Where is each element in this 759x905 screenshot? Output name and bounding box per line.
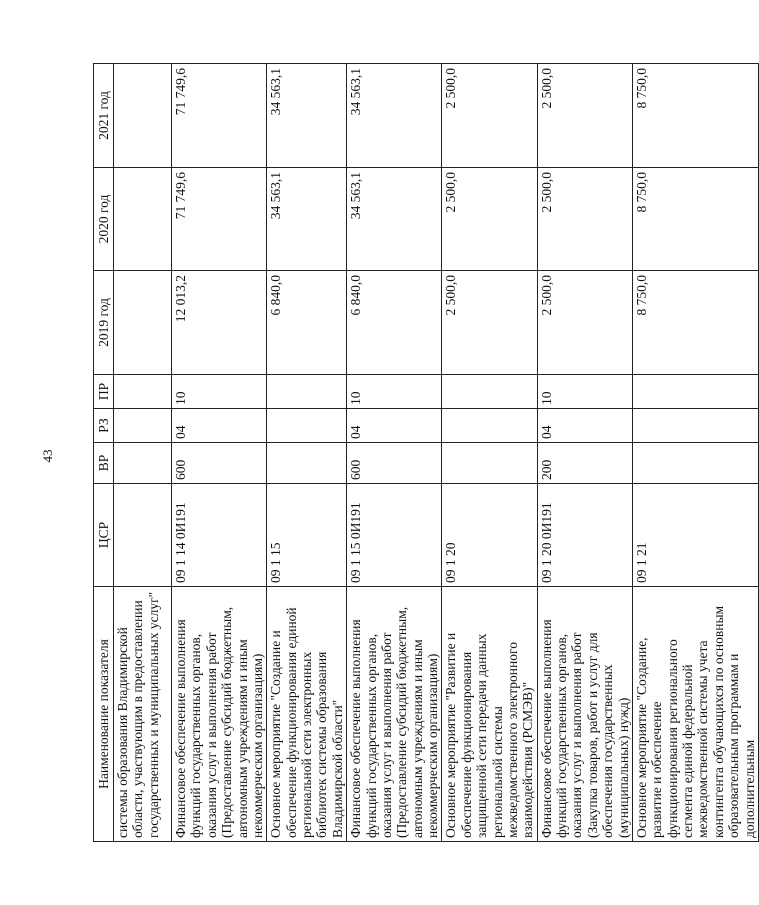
header-2019: 2019 год bbox=[94, 271, 114, 375]
cell-rz bbox=[632, 409, 758, 443]
cell-name: Основное мероприятие "Создание и обеспечение функционирования единой региональной сети электронных библиотек системы образования Владимирской области" bbox=[267, 587, 347, 842]
cell-csr: 09 1 20 bbox=[442, 484, 537, 587]
cell-2019: 6 840,0 bbox=[267, 271, 347, 375]
cell-2020 bbox=[114, 168, 172, 271]
cell-vr bbox=[632, 443, 758, 484]
cell-2020: 71 749,6 bbox=[172, 168, 267, 271]
cell-vr: 600 bbox=[172, 443, 267, 484]
cell-2021 bbox=[114, 64, 172, 168]
table-row bbox=[114, 64, 172, 842]
cell-pr bbox=[632, 375, 758, 409]
cell-csr: 09 1 15 bbox=[267, 484, 347, 587]
header-rz: РЗ bbox=[94, 409, 114, 443]
page-number: 43 bbox=[40, 449, 55, 463]
cell-2019: 2 500,0 bbox=[442, 271, 537, 375]
cell-2019 bbox=[114, 271, 172, 375]
table-row bbox=[537, 64, 632, 842]
cell-pr: 10 bbox=[172, 375, 267, 409]
cell-vr bbox=[114, 443, 172, 484]
header-pr: ПР bbox=[94, 375, 114, 409]
cell-vr bbox=[267, 443, 347, 484]
cell-pr bbox=[267, 375, 347, 409]
cell-name: Основное мероприятие "Развитие и обеспечение функционирования защищенной сети передачи данных региональной системы межведомственного электронного взаимодействия (РСМЭВ)" bbox=[442, 587, 537, 842]
cell-2021: 34 563,1 bbox=[347, 64, 442, 168]
cell-pr bbox=[114, 375, 172, 409]
cell-csr: 09 1 14 0И191 bbox=[172, 484, 267, 587]
cell-vr: 200 bbox=[537, 443, 632, 484]
cell-csr bbox=[114, 484, 172, 587]
cell-rz: 04 bbox=[537, 409, 632, 443]
cell-vr: 600 bbox=[347, 443, 442, 484]
cell-rz: 04 bbox=[347, 409, 442, 443]
header-row bbox=[94, 64, 114, 842]
cell-2020: 34 563,1 bbox=[267, 168, 347, 271]
cell-pr: 10 bbox=[537, 375, 632, 409]
cell-rz bbox=[114, 409, 172, 443]
cell-pr: 10 bbox=[347, 375, 442, 409]
cell-name: Финансовое обеспечение выполнения функций государственных органов, оказания услуг и выполнения работ (Закупка товаров, работ и услуг для обеспечения государственных (муниципальных) нужд) bbox=[537, 587, 632, 842]
budget-table bbox=[93, 63, 759, 842]
cell-2021: 8 750,0 bbox=[632, 64, 758, 168]
cell-rz bbox=[267, 409, 347, 443]
cell-2019: 2 500,0 bbox=[537, 271, 632, 375]
cell-2021: 2 500,0 bbox=[442, 64, 537, 168]
rotated-table-container bbox=[93, 64, 757, 842]
cell-2020: 34 563,1 bbox=[347, 168, 442, 271]
cell-csr: 09 1 21 bbox=[632, 484, 758, 587]
cell-csr: 09 1 15 0И191 bbox=[347, 484, 442, 587]
table-row bbox=[267, 64, 347, 842]
cell-csr: 09 1 20 0И191 bbox=[537, 484, 632, 587]
header-2020: 2020 год bbox=[94, 168, 114, 271]
cell-name: Основное мероприятие "Создание, развитие и обеспечение функционирования регионального сегмента единой федеральной межведомственной системы учета контингента обучающихся по основным образовательным программам и дополнительным bbox=[632, 587, 758, 842]
table-row bbox=[172, 64, 267, 842]
header-csr: ЦСР bbox=[94, 484, 114, 587]
table-row bbox=[347, 64, 442, 842]
cell-2020: 2 500,0 bbox=[442, 168, 537, 271]
table-row bbox=[442, 64, 537, 842]
cell-2019: 8 750,0 bbox=[632, 271, 758, 375]
cell-rz bbox=[442, 409, 537, 443]
cell-2021: 34 563,1 bbox=[267, 64, 347, 168]
cell-2020: 8 750,0 bbox=[632, 168, 758, 271]
cell-pr bbox=[442, 375, 537, 409]
table-row bbox=[632, 64, 758, 842]
cell-2019: 6 840,0 bbox=[347, 271, 442, 375]
cell-name: Финансовое обеспечение выполнения функций государственных органов, оказания услуг и выполнения работ (Предоставление субсидий бюджетным, автономным учреждениям и иным некоммерческим организациям) bbox=[172, 587, 267, 842]
cell-2021: 2 500,0 bbox=[537, 64, 632, 168]
header-2021: 2021 год bbox=[94, 64, 114, 168]
cell-name: системы образования Владимирской области, участвующим в предоставлении государственных и муниципальных услуг" bbox=[114, 587, 172, 842]
cell-name: Финансовое обеспечение выполнения функций государственных органов, оказания услуг и выполнения работ (Предоставление субсидий бюджетным, автономным учреждениям и иным некоммерческим организациям) bbox=[347, 587, 442, 842]
cell-2021: 71 749,6 bbox=[172, 64, 267, 168]
header-name: Наименование показателя bbox=[94, 587, 114, 842]
cell-2020: 2 500,0 bbox=[537, 168, 632, 271]
cell-vr bbox=[442, 443, 537, 484]
header-vr: ВР bbox=[94, 443, 114, 484]
cell-2019: 12 013,2 bbox=[172, 271, 267, 375]
cell-rz: 04 bbox=[172, 409, 267, 443]
